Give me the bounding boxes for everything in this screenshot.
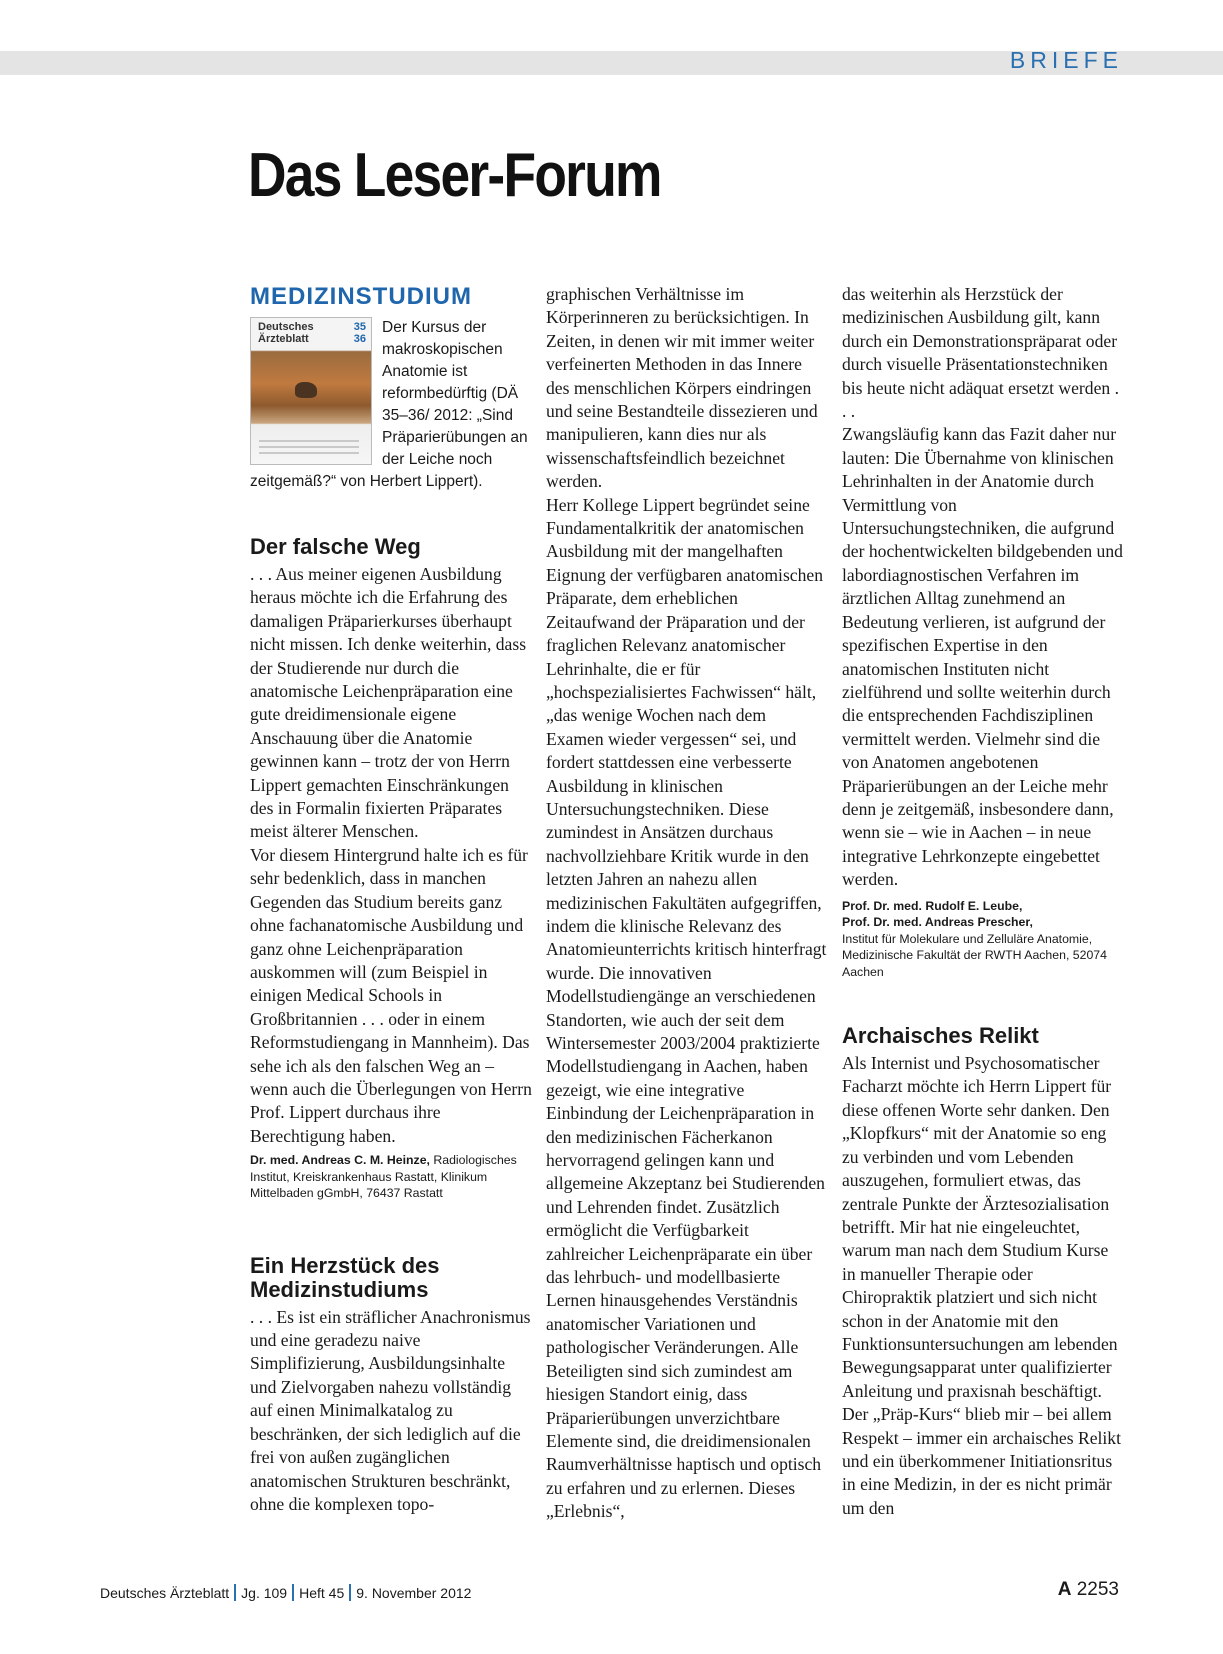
rubric-label: MEDIZINSTUDIUM [250,283,472,310]
signature-detail: Radiologisches Institut, Kreiskrankenhaus Rastatt, Klinikum Mittelbaden gGmbH, 76437 Rastatt [250,1153,517,1201]
letter-headline: Der falsche Weg [250,534,421,559]
letter-paragraph: . . . Aus meiner eigenen Ausbildung heraus möchte ich die Erfahrung des damaligen Präparierkurses überhaupt nicht missen. Ich denke weiterhin, dass der Studierende nur durch die anatomische Leichenpräparation eine gute dreidimensionale eigene Anschauung über die Anatomie gewinnen kann – trotz der von Herrn Lippert gemachten Einschränkungen des in Formalin fixierten Präparates meist älterer Menschen. [250,564,527,842]
footer-separator [234,1584,236,1601]
letter-paragraph: graphischen Verhältnisse im Körperinneren zu berücksichtigen. In Zeiten, in denen wir mit immer weiter verfeinerten Methoden in das Innere des menschlichen Körpers eindringen und seine Bestandteile dissezieren und manipulieren, kann dies nur als wissenschaftsfeindlich bezeichnet werden. [546,284,818,492]
footer-date: 9. November 2012 [356,1585,472,1601]
footer-volume: Jg. 109 [241,1585,288,1601]
letter-paragraph: Als Internist und Psychosomatischer Facharzt möchte ich Herrn Lippert für diese offenen Worte sehr danken. Den „Klopfkurs“ mit der Anatomie so eng zu verbinden und vom Lebenden auszugehen, formuliert etwas, das zentrale Punkte der Ärztesozialisation betrifft. Mir hat nie eingeleuchtet, warum man nach dem Studium Kurse in manueller Therapie oder Chiropraktik platziert und sich nicht schon in der Anatomie mit den Funktionsuntersuchungen am lebenden Bewegungsapparat unter qualifizierter Anleitung und praxisnah beschäftigt. Der „Präp-Kurs“ blieb mir – bei allem Respekt – immer ein archaisches Relikt und ein überkommener Initiationsritus in eine Medizin, in der es nicht primär um den [842,1053,1121,1518]
cover-issue [354,321,366,345]
page-title: Das Leser-Forum [248,141,661,210]
letter-paragraph: das weiterhin als Herzstück der medizinischen Ausbildung gilt, kann durch ein Demonstrationspräparat oder durch visuelle Präsentationstechniken bis heute nicht adäquat ersetzt werden . . . [842,284,1119,422]
page-prefix: A [1057,1579,1072,1600]
letter-headline: Archaisches Relikt [842,1023,1039,1049]
intro-text: Der Kursus der makroskopischen Anatomie ist reformbedürftig (DÄ 35–36/ 2012: „Sind Präparierübungen an der Leiche noch zeitgemäß?“ von Herbert Lippert). [250,319,528,490]
intro-block [250,317,532,493]
cover-figure [295,382,317,398]
footer-journal: Deutsches Ärzteblatt [100,1585,230,1601]
page-number-value: 2253 [1076,1579,1119,1600]
footer-separator [292,1584,294,1601]
section-label: BRIEFE [1009,47,1123,73]
column-3 [842,283,1124,1520]
footer-citation [100,1584,471,1601]
magazine-cover-image [250,317,372,465]
letter-signature [250,1152,532,1202]
cover-issue-line: 36 [353,333,366,345]
signature-name: Prof. Dr. med. Rudolf E. Leube, [842,898,1023,913]
letter-paragraph: Zwangsläufig kann das Fazit daher nur lauten: Die Übernahme von klinischen Lehrinhalten in der Anatomie durch Vermittlung von Untersuchungstechniken, die aufgrund der hochentwickelten bildgebenden und labordiagnostischen Verfahren im ärztlichen Alltag zunehmend an Bedeutung verlieren, ist aufgrund der spezifischen Expertise in den anatomischen Instituten nicht zielführend und sollte weiterhin durch die entsprechenden Fachdisziplinen vermittelt werden. Vielmehr sind die von Anatomen angebotenen Präparierübungen an der Leiche mehr denn je zeitgemäß, insbesondere dann, wenn sie – wie in Aachen – in neue integrative Lehrkonzepte eingebettet werden. [842,424,1123,890]
letter-paragraph: Vor diesem Hintergrund halte ich es für sehr bedenklich, dass in manchen Gegenden das Studium bereits ganz ohne fachanatomische Ausbildung und ganz ohne Leichenpräparation auskommen will (zum Beispiel in einigen Medical Schools in Großbritannien . . . oder in einem Reformstudiengang in Mannheim). Das sehe ich als den falschen Weg an – wenn auch die Überlegungen von Herrn Prof. Lippert durchaus ihre Berechtigung haben. [250,844,532,1146]
cover-text-lines [259,436,359,454]
letter-headline: Ein Herzstück des Medizinstudiums [250,1252,440,1302]
cover-issue-line: 35 [353,321,366,333]
column-2 [546,283,828,1524]
letter-signature [842,898,1124,981]
cover-brand-line: Ärzteblatt [258,333,309,345]
signature-detail: Institut für Molekulare und Zelluläre Anatomie, Medizinische Fakultät der RWTH Aachen, 52074 Aachen [842,931,1107,979]
cover-brand-line: Deutsches [258,321,314,333]
page-number [1058,1579,1119,1601]
signature-name: Dr. med. Andreas C. M. Heinze, [250,1153,430,1168]
footer-separator [349,1584,351,1601]
column-1 [250,283,532,1516]
letter-paragraph: . . . Es ist ein sträflicher Anachronismus und eine geradezu naive Simplifizierung, Ausbildungsinhalte und Zielvorgaben nahezu vollständig auf einen Minimalkatalog zu beschränken, der sich lediglich auf die frei von außen zugänglichen anatomischen Strukturen beschränkt, ohne die komplexen topo- [250,1306,531,1514]
letter-paragraph: Herr Kollege Lippert begründet seine Fundamentalkritik der anatomischen Ausbildung mit der mangelhaften Eignung der verfügbaren anatomischen Präparate, dem erheblichen Zeitaufwand der Präparation und der fraglichen Relevanz anatomischer Lehrinhalte, die er für „hochspezialisiertes Fachwissen“ hält, „das wenige Wochen nach dem Examen wieder vergessen“ sei, und fordert stattdessen eine verbesserte Ausbildung in klinischen Untersuchungstechniken. Diese zumindest in Ansätzen durchaus nachvollziehbare Kritik wurde in den letzten Jahren an nahezu allen medizinischen Fakultäten aufgegriffen, indem die klinische Relevanz des Anatomieunterrichts kritisch hinterfragt wurde. Die innovativen Modellstudiengänge an verschiedenen Standorten, wie auch der seit dem Wintersemester 2003/2004 praktizierte Modellstudiengang in Aachen, haben gezeigt, wie eine integrative Einbindung der Leichenpräparation in den medizinischen Fächerkanon hervorragend gelingen kann und allgemeine Akzeptanz bei Studierenden und Lehrenden findet. Zusätzlich ermöglicht die Verfügbarkeit zahlreicher Leichenpräparate ein über das lehrbuch- und modellbasierte Lernen hinausgehendes Verständnis anatomischer Variationen und pathologischer Veränderungen. Alle Beteiligten sind sich zumindest am hiesigen Standort einig, dass Präparierübungen unverzichtbare Elemente sind, die dreidimensionalen Raumverhältnisse haptisch und optisch zu erfahren und zu erlernen. Dieses „Erlebnis“, [546,494,827,1522]
signature-name: Prof. Dr. med. Andreas Prescher, [842,915,1033,930]
footer-issue: Heft 45 [299,1585,345,1601]
cover-brand [258,321,314,345]
